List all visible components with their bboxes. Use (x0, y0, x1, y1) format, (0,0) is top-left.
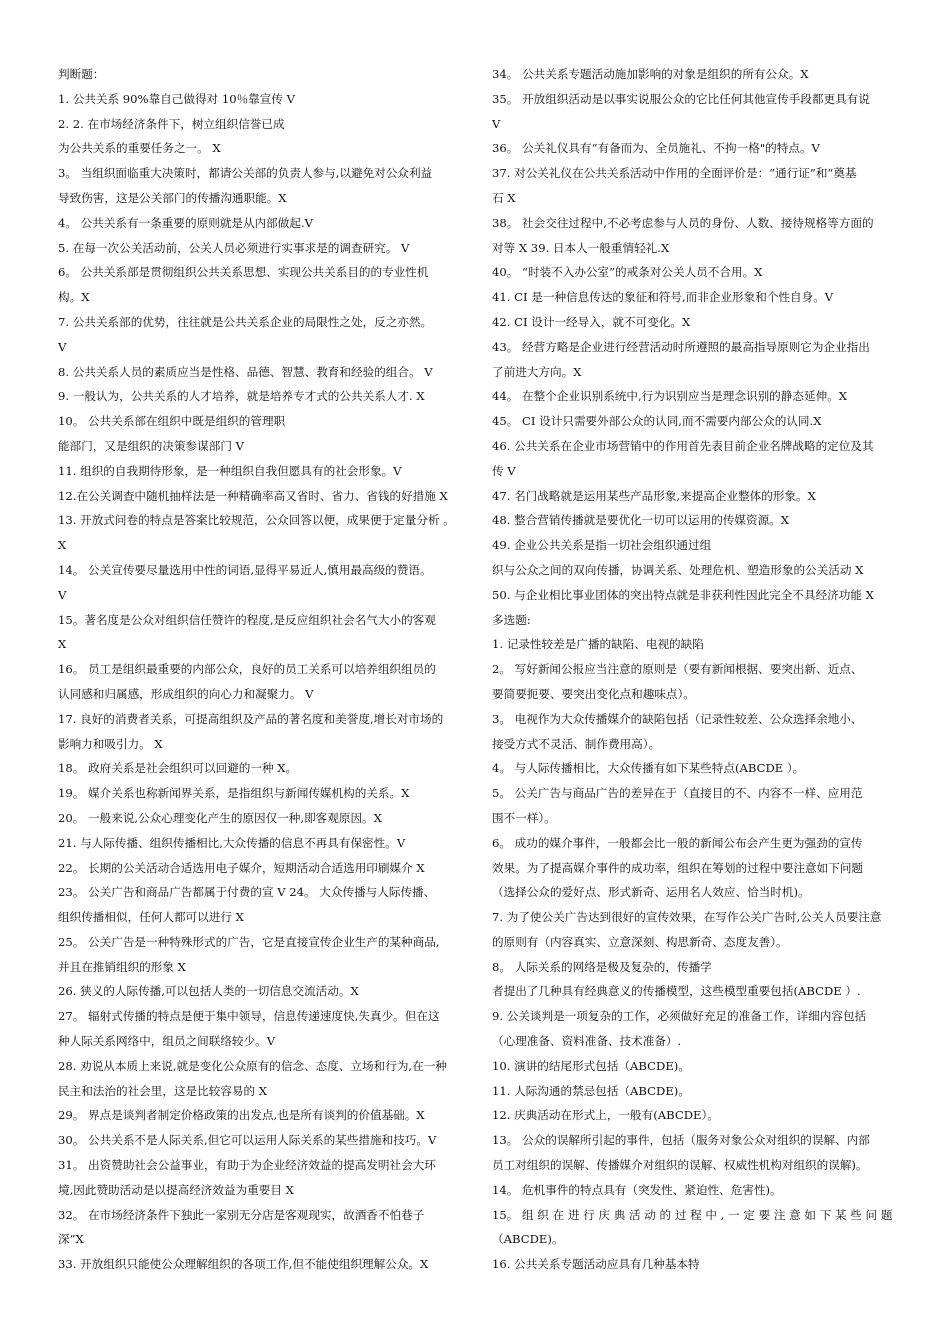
text-line: 2。 写好新闻公报应当注意的原则是（要有新闻根据、要突出新、近点、 (492, 662, 863, 677)
text-line: 能部门，又是组织的决策参谋部门 V (58, 438, 244, 453)
text-line: 深”X (58, 1232, 84, 1247)
text-line: 47. 名门战略就是运用某些产品形象,来提高企业整体的形象。X (492, 488, 816, 503)
text-line: 40。 “时装不入办公室”的戒条对公关人员不合用。X (492, 265, 763, 280)
text-line: 种人际关系网络中，组员之间联络较少。V (58, 1034, 276, 1049)
text-line: （ABCDE)。 (492, 1232, 564, 1247)
text-line: 21. 与人际传播、组织传播相比,大众传播的信息不再具有保密性。V (58, 835, 406, 850)
text-line: （心理准备、资料准备、技术准备）. (492, 1034, 682, 1049)
text-line: 7. 公共关系部的优势，往往就是公共关系企业的局限性之处，反之亦然。 (58, 314, 433, 329)
text-line: 13。 公众的误解所引起的事件，包括（服务对象公众对组织的误解、内部 (492, 1133, 870, 1148)
text-line: 判断题： (58, 67, 105, 81)
text-line: 为公共关系的重要任务之一。 X (58, 141, 221, 156)
text-line: 28. 劝说从本质上来说,就是变化公众原有的信念、态度、立场和行为,在一种 (58, 1058, 447, 1073)
text-line: 13. 开放式问卷的特点是答案比较规范，公众回答以便，成果便于定量分析 。 (58, 513, 455, 528)
text-line: 22。 长期的公关活动合适选用电子媒介，短期活动合适选用印刷媒介 X (58, 860, 425, 875)
text-line: 50. 与企业相比事业团体的突出特点就是非获利性因此完全不具经济功能 X (492, 587, 874, 602)
text-line: 35。 开放组织活动是以事实说服公众的它比任何其他宣传手段都更具有说 (492, 91, 870, 106)
text-line: 传 V (492, 463, 516, 478)
text-line: 16。 员工是组织最重要的内部公众，良好的员工关系可以培养组织组员的 (58, 662, 436, 677)
text-line: 影响力和吸引力。 X (58, 736, 163, 751)
text-line: 多选题: (492, 612, 531, 627)
text-line: 25。 公关广告是一种特殊形式的广告，它是直接宣传企业生产的某种商品, (58, 934, 440, 949)
text-line: 4。 公共关系有一条重要的原则就是从内部做起.V (58, 215, 313, 230)
text-line: 33. 开放组织只能使公众理解组织的各项工作,但不能使组织理解公众。X (58, 1257, 429, 1272)
text-line: 围不一样）。 (492, 810, 556, 825)
text-line: 15。 组 织 在 进 行 庆 典 活 动 的 过 程 中 , 一 定 要 注 意 如 下 某 些 问 题 (492, 1207, 893, 1222)
text-line: V (492, 116, 501, 131)
text-line: 织与公众之间的双向传播，协调关系、处理危机、塑造形象的公关活动 X (492, 562, 864, 577)
text-line: 效果。为了提高媒介事件的成功率，组织在筹划的过程中要注意如下问题 (492, 860, 864, 875)
text-line: 42. CI 设计一经导入，就不可变化。X (492, 314, 691, 329)
text-line: 14。 公关宣传要尽量选用中性的词语,显得平易近人,慎用最高级的赞语。 (58, 562, 432, 577)
text-line: 认同感和归属感，形成组织的向心力和凝聚力。 V (58, 686, 314, 701)
text-line: 民主和法治的社会里，这是比较容易的 X (58, 1083, 268, 1098)
text-line: 石 X (492, 190, 516, 205)
text-line: 11. 组织的自我期待形象，是一种组织自我但愿具有的社会形象。V (58, 463, 402, 478)
text-line: 并且在推销组织的形象 X (58, 959, 186, 974)
text-line: 37. 对公关礼仪在公共关系活动中作用的全面评价是：“通行证”和“奠基 (492, 166, 857, 181)
text-line: 12. 庆典活动在形式上，一般有(ABCDE）。 (492, 1108, 719, 1123)
text-line: 45。 CI 设计只需要外部公众的认同,而不需要内部公众的认同.X (492, 414, 822, 429)
text-line: 8。 人际关系的网络是极及复杂的，传播学 (492, 959, 712, 974)
text-line: 16. 公共关系专题活动应具有几种基本特 (492, 1257, 700, 1272)
text-line: 34。 公共关系专题活动施加影响的对象是组织的所有公众。X (492, 67, 809, 81)
text-line: 组织传播相似，任何人都可以进行 X (58, 910, 244, 925)
text-line: 7. 为了使公关广告达到很好的宣传效果，在写作公关广告时,公关人员要注意 (492, 910, 882, 925)
text-line: V (58, 587, 67, 602)
text-line: 导致伤害，这是公关部门的传播沟通职能。X (58, 190, 287, 205)
text-line: 30。 公共关系不是人际关系,但它可以运用人际关系的某些措施和技巧。V (58, 1133, 437, 1148)
text-line: （选择公众的爱好点、形式新奇、运用名人效应、恰当时机)。 (492, 885, 810, 900)
text-line: 15。著名度是公众对组织信任赞许的程度,是反应组织社会名气大小的客观 (58, 612, 436, 627)
text-line: 员工对组织的误解、传播媒介对组织的误解、权威性机构对组织的误解)。 (492, 1158, 868, 1173)
text-line: 境,因此赞助活动是以提高经济效益为重要目 X (58, 1182, 294, 1197)
text-line: 18。 政府关系是社会组织可以回避的一种 X。 (58, 761, 298, 776)
text-line: 5。 公关广告与商品广告的差异在于（直接目的不、内容不一样、应用范 (492, 786, 863, 801)
text-line: 要简要扼要、要突出变化点和趣味点）。 (492, 686, 695, 701)
text-line: 43。 经营方略是企业进行经营活动时所遵照的最高指导原则它为企业指出 (492, 339, 870, 354)
text-line: 5. 在每一次公关活动前，公关人员必须进行实事求是的调查研究。 V (58, 240, 410, 255)
text-line: 48. 整合营销传播就是要优化一切可以运用的传媒资源。X (492, 513, 790, 528)
text-line: 12.在公关调查中随机抽样法是一种精确率高又省时、省力、省钱的好措施 X (58, 488, 448, 503)
text-line: 3。 电视作为大众传播媒介的缺陷包括（记录性较差、公众选择余地小、 (492, 711, 863, 726)
text-line: 20。 一般来说,公众心理变化产生的原因仅一种,即客观原因。X (58, 810, 382, 825)
text-line: 6。 公共关系部是贯彻组织公共关系思想、实现公共关系目的的专业性机 (58, 265, 429, 280)
text-line: 19。 媒介关系也称新闻界关系，是指组织与新闻传媒机构的关系。X (58, 786, 410, 801)
right-column (492, 62, 894, 1277)
text-line: 了前进大方向。X (492, 364, 582, 379)
text-line: 44。 在整个企业识别系统中,行为识别应当是理念识别的静态延伸。X (492, 389, 848, 404)
text-line: 者提出了几种具有经典意义的传播模型，这些模型重要包括(ABCDE ）. (492, 984, 861, 999)
text-line: 10. 演讲的结尾形式包括（ABCDE)。 (492, 1058, 690, 1073)
text-line: 38。 社会交往过程中,不必考虑参与人员的身份、人数、接待规格等方面的 (492, 215, 874, 230)
text-line: 构。X (58, 290, 90, 305)
text-line: 11. 人际沟通的禁忌包括（ABCDE)。 (492, 1083, 690, 1098)
text-line: 1. 公共关系 90%靠自己做得对 10％靠宣传 V (58, 91, 296, 106)
text-line: 6。 成功的媒介事件，一般都会比一般的新闻公布会产生更为强劲的宣传 (492, 835, 863, 850)
text-line: 17. 良好的消费者关系，可提高组织及产品的著名度和美誉度,增长对市场的 (58, 711, 444, 726)
text-line: 8. 公共关系人员的素质应当是性格、品德、智慧、教育和经验的组合。 V (58, 364, 433, 379)
left-column (58, 62, 468, 1277)
text-line: 的原则有（内容真实、立意深刻、构思新奇、态度友善）。 (492, 934, 788, 949)
text-line: 46. 公共关系在企业市场营销中的作用首先表目前企业名牌战略的定位及其 (492, 438, 874, 453)
text-line: 49. 企业公共关系是指一切社会组织通过组 (492, 538, 712, 553)
text-line: 3。 当组织面临重大决策时，都请公关部的负责人参与,以避免对公众利益 (58, 166, 433, 181)
text-line: 1. 记录性较差是广播的缺陷、电视的缺陷 (492, 637, 704, 652)
text-line: X (58, 637, 67, 652)
text-line: 36。 公关礼仪具有“有备而为、全员施礼、不拘一格"的特点。V (492, 141, 820, 156)
text-line: 31。 出资赞助社会公益事业，有助于为企业经济效益的提高发明社会大环 (58, 1158, 436, 1173)
text-line: 10。 公共关系部在组织中既是组织的管理职 (58, 414, 286, 429)
text-line: 32。 在市场经济条件下独此一家别无分店是客观现实，故酒香不怕巷子 (58, 1207, 425, 1222)
text-line: 41. CI 是一种信息传达的象征和符号,而非企业形象和个性自身。V (492, 290, 834, 305)
text-line: 2. 2. 在市场经济条件下，树立组织信誉已成 (58, 116, 285, 131)
text-line: 29。 界点是谈判者制定价格政策的出发点,也是所有谈判的价值基础。X (58, 1108, 425, 1123)
text-line: 接受方式不灵活、制作费用高）。 (492, 736, 661, 751)
text-line: X (58, 538, 67, 553)
text-line: 23。 公关广告和商品广告都属于付费的宣 V 24。 大众传播与人际传播、 (58, 885, 436, 900)
text-line: 9. 公关谈判是一项复杂的工作，必须做好充足的准备工作，详细内容包括 (492, 1009, 867, 1024)
text-line: 对等 X 39. 日本人一般重情轻礼.X (492, 240, 670, 255)
text-line: 9. 一般认为，公共关系的人才培养，就是培养专才式的公共关系人才. X (58, 389, 425, 404)
text-line: 14。 危机事件的特点具有（突发性、紧迫性、危害性)。 (492, 1182, 782, 1197)
text-line: V (58, 339, 67, 354)
text-line: 27。 辐射式传播的特点是便于集中领导，信息传递速度快,失真少。但在这 (58, 1009, 440, 1024)
text-line: 4。 与人际传播相比，大众传播有如下某些特点(ABCDE ）。 (492, 761, 805, 776)
text-line: 26. 狭义的人际传播,可以包括人类的一切信息交流活动。X (58, 984, 359, 999)
